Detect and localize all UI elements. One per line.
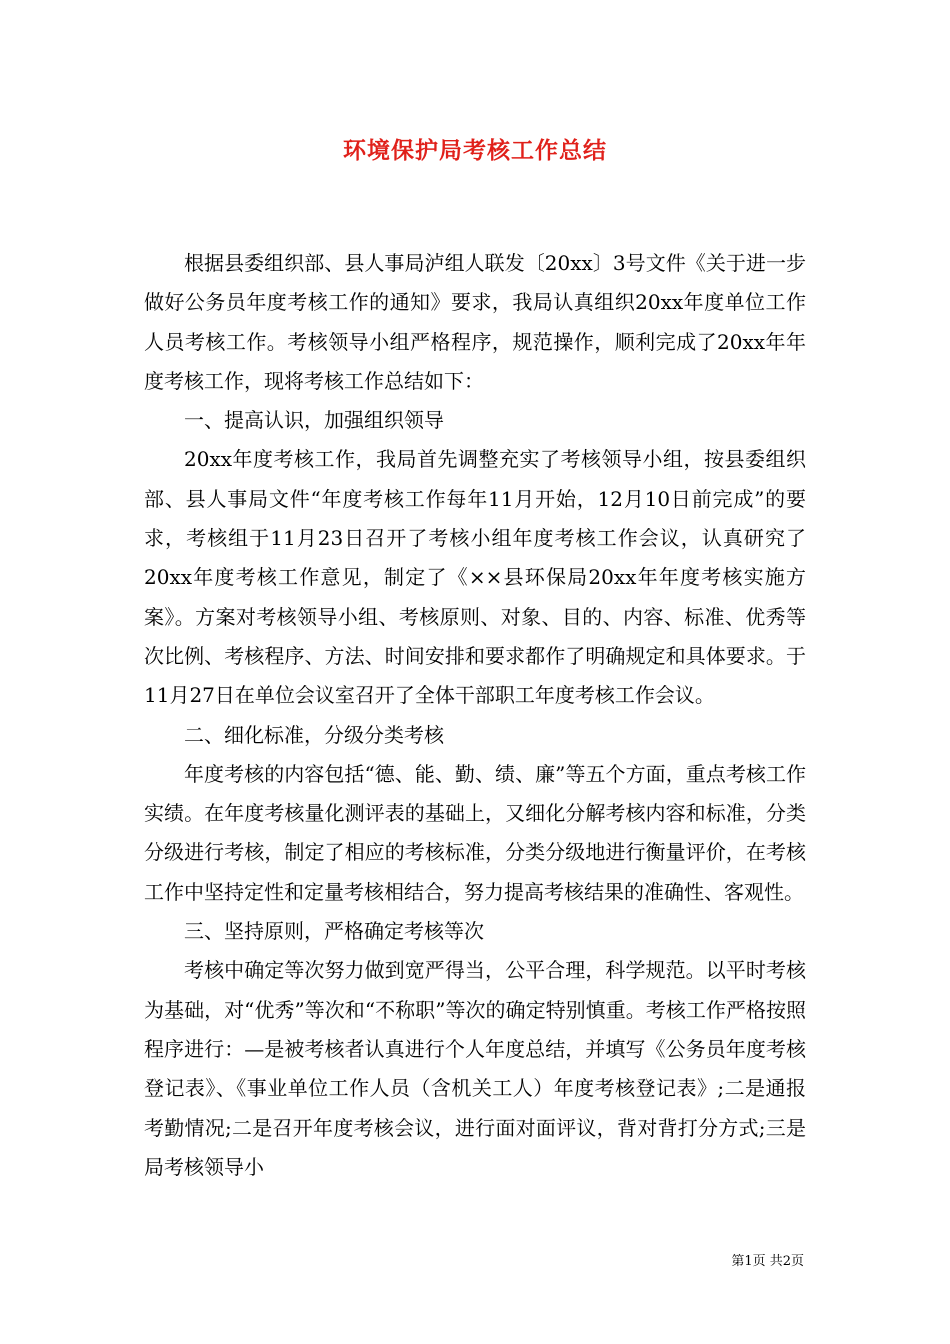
section-heading-3: 三、坚持原则，严格确定考核等次: [184, 919, 484, 944]
section-heading-2: 二、细化标准，分级分类考核: [184, 722, 444, 747]
document-title: 环境保护局考核工作总结: [343, 137, 607, 164]
document-body: [144, 244, 806, 1187]
paragraph-intro: 根据县委组织部、县人事局泸组人联发〔20xx〕3号文件《关于进一步做好公务员年度考核工作的通知》要求，我局认真组织20xx年度单位工作人员考核工作。考核领导小组严格程序，规范操作，顺利完成了20xx年年度考核工作，现将考核工作总结如下：: [144, 251, 806, 393]
section-heading-1: 一、提高认识，加强组织领导: [184, 408, 444, 433]
paragraph-section-1: 20xx年度考核工作，我局首先调整充实了考核领导小组，按县委组织部、县人事局文件“年度考核工作每年11月开始，12月10日前完成”的要求，考核组于11月23日召开了考核小组年度考核工作会议，认真研究了20xx年度考核工作意见，制定了《××县环保局20xx年年度考核实施方案》。方案对考核领导小组、考核原则、对象、目的、内容、标准、优秀等次比例、考核程序、方法、时间安排和要求都作了明确规定和具体要求。于11月27日在单位会议室召开了全体干部职工年度考核工作会议。: [144, 447, 806, 708]
page-number: 第1页 共2页: [731, 1254, 804, 1269]
paragraph-section-2: 年度考核的内容包括“德、能、勤、绩、廉”等五个方面，重点考核工作实绩。在年度考核量化测评表的基础上，又细化分解考核内容和标准，分类分级进行考核，制定了相应的考核标准，分类分级地进行衡量评价，在考核工作中坚持定性和定量考核相结合，努力提高考核结果的准确性、客观性。: [144, 761, 806, 904]
paragraph-section-3: 考核中确定等次努力做到宽严得当，公平合理，科学规范。以平时考核为基础，对“优秀”等次和“不称职”等次的确定特别慎重。考核工作严格按照程序进行：—是被考核者认真进行个人年度总结，并填写《公务员年度考核登记表》、《事业单位工作人员（含机关工人）年度考核登记表》;二是通报考勤情况;二是召开年度考核会议，进行面对面评议，背对背打分方式;三是局考核领导小: [144, 958, 806, 1179]
